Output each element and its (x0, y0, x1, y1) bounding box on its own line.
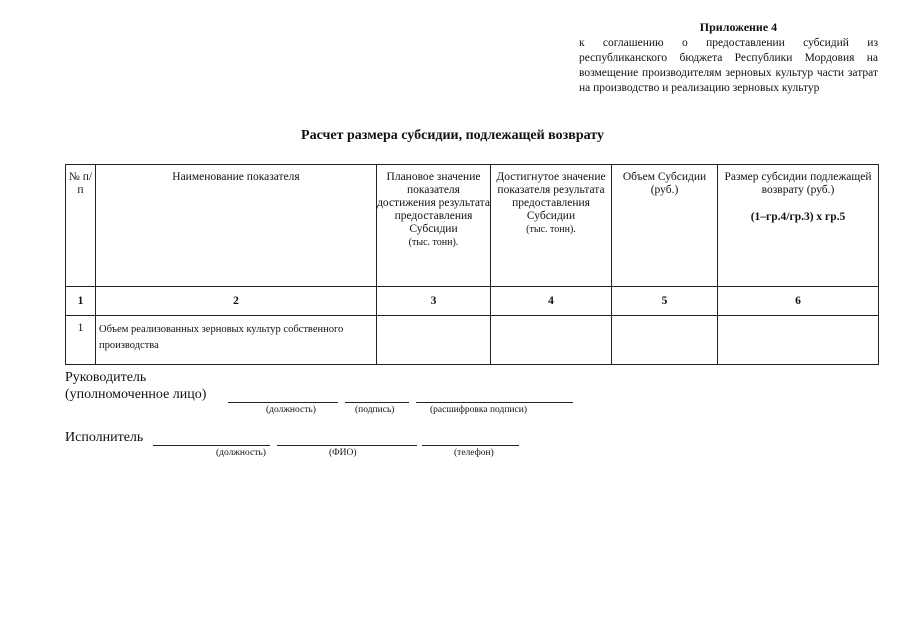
document-title: Расчет размера субсидии, подлежащей возврату (301, 128, 604, 143)
header-refund-amount-text: Размер субсидии подлежащей возврату (руб.) (724, 171, 872, 196)
caption-signature-decoding: (расшифровка подписи) (430, 405, 527, 415)
table-row (66, 316, 879, 365)
column-number: 4 (491, 287, 612, 316)
appendix-title: Приложение 4 (699, 20, 778, 34)
header-planned-value (377, 165, 491, 287)
caption-position: (должность) (266, 405, 316, 415)
column-number: 1 (66, 287, 96, 316)
column-number: 3 (377, 287, 491, 316)
header-subsidy-volume: Объем Субсидии (руб.) (612, 165, 718, 287)
header-indicator-name: Наименование показателя (96, 165, 377, 287)
header-refund-amount (718, 165, 879, 287)
column-number-row (66, 287, 879, 316)
head-position-line (228, 402, 338, 403)
caption-executor-phone: (телефон) (454, 448, 494, 458)
caption-signature: (подпись) (355, 405, 395, 415)
table-header-row (66, 165, 879, 287)
head-name-line (416, 402, 573, 403)
row-achieved-value (491, 316, 612, 365)
appendix-text: к соглашению о предоставлении субсидий из республиканского бюджета Республики Мордовия на возмещение производителям зерновых культур части затрат на производство и реализацию зерновых культур (579, 37, 878, 94)
column-number: 6 (718, 287, 879, 316)
column-number: 5 (612, 287, 718, 316)
executor-position-line (153, 445, 270, 446)
row-indicator-name: Объем реализованных зерновых культур собственного производства (96, 316, 377, 365)
head-label-authorized: (уполномоченное лицо) (65, 387, 207, 402)
row-subsidy-volume (612, 316, 718, 365)
appendix-block (579, 20, 878, 96)
header-planned-value-unit: (тыс. тонн). (408, 237, 459, 248)
header-number: № п/п (66, 165, 96, 287)
header-achieved-value-unit: (тыс. тонн). (526, 224, 576, 235)
subsidy-calculation-table (65, 164, 879, 365)
column-number: 2 (96, 287, 377, 316)
header-refund-formula: (1–гр.4/гр.3) х гр.5 (750, 211, 846, 223)
head-signature-line (345, 402, 409, 403)
row-planned-value (377, 316, 491, 365)
row-refund-amount (718, 316, 879, 365)
executor-name-line (277, 445, 417, 446)
executor-phone-line (422, 445, 519, 446)
executor-label: Исполнитель (65, 430, 144, 445)
row-number: 1 (66, 316, 96, 365)
caption-executor-name: (ФИО) (329, 448, 357, 458)
caption-executor-position: (должность) (216, 448, 266, 458)
header-planned-value-text: Плановое значение показателя достижения результата предоставления Субсидии (377, 171, 490, 235)
header-achieved-value (491, 165, 612, 287)
head-label: Руководитель (65, 370, 147, 385)
header-achieved-value-text: Достигнутое значение показателя результата предоставления Субсидии (496, 171, 606, 222)
